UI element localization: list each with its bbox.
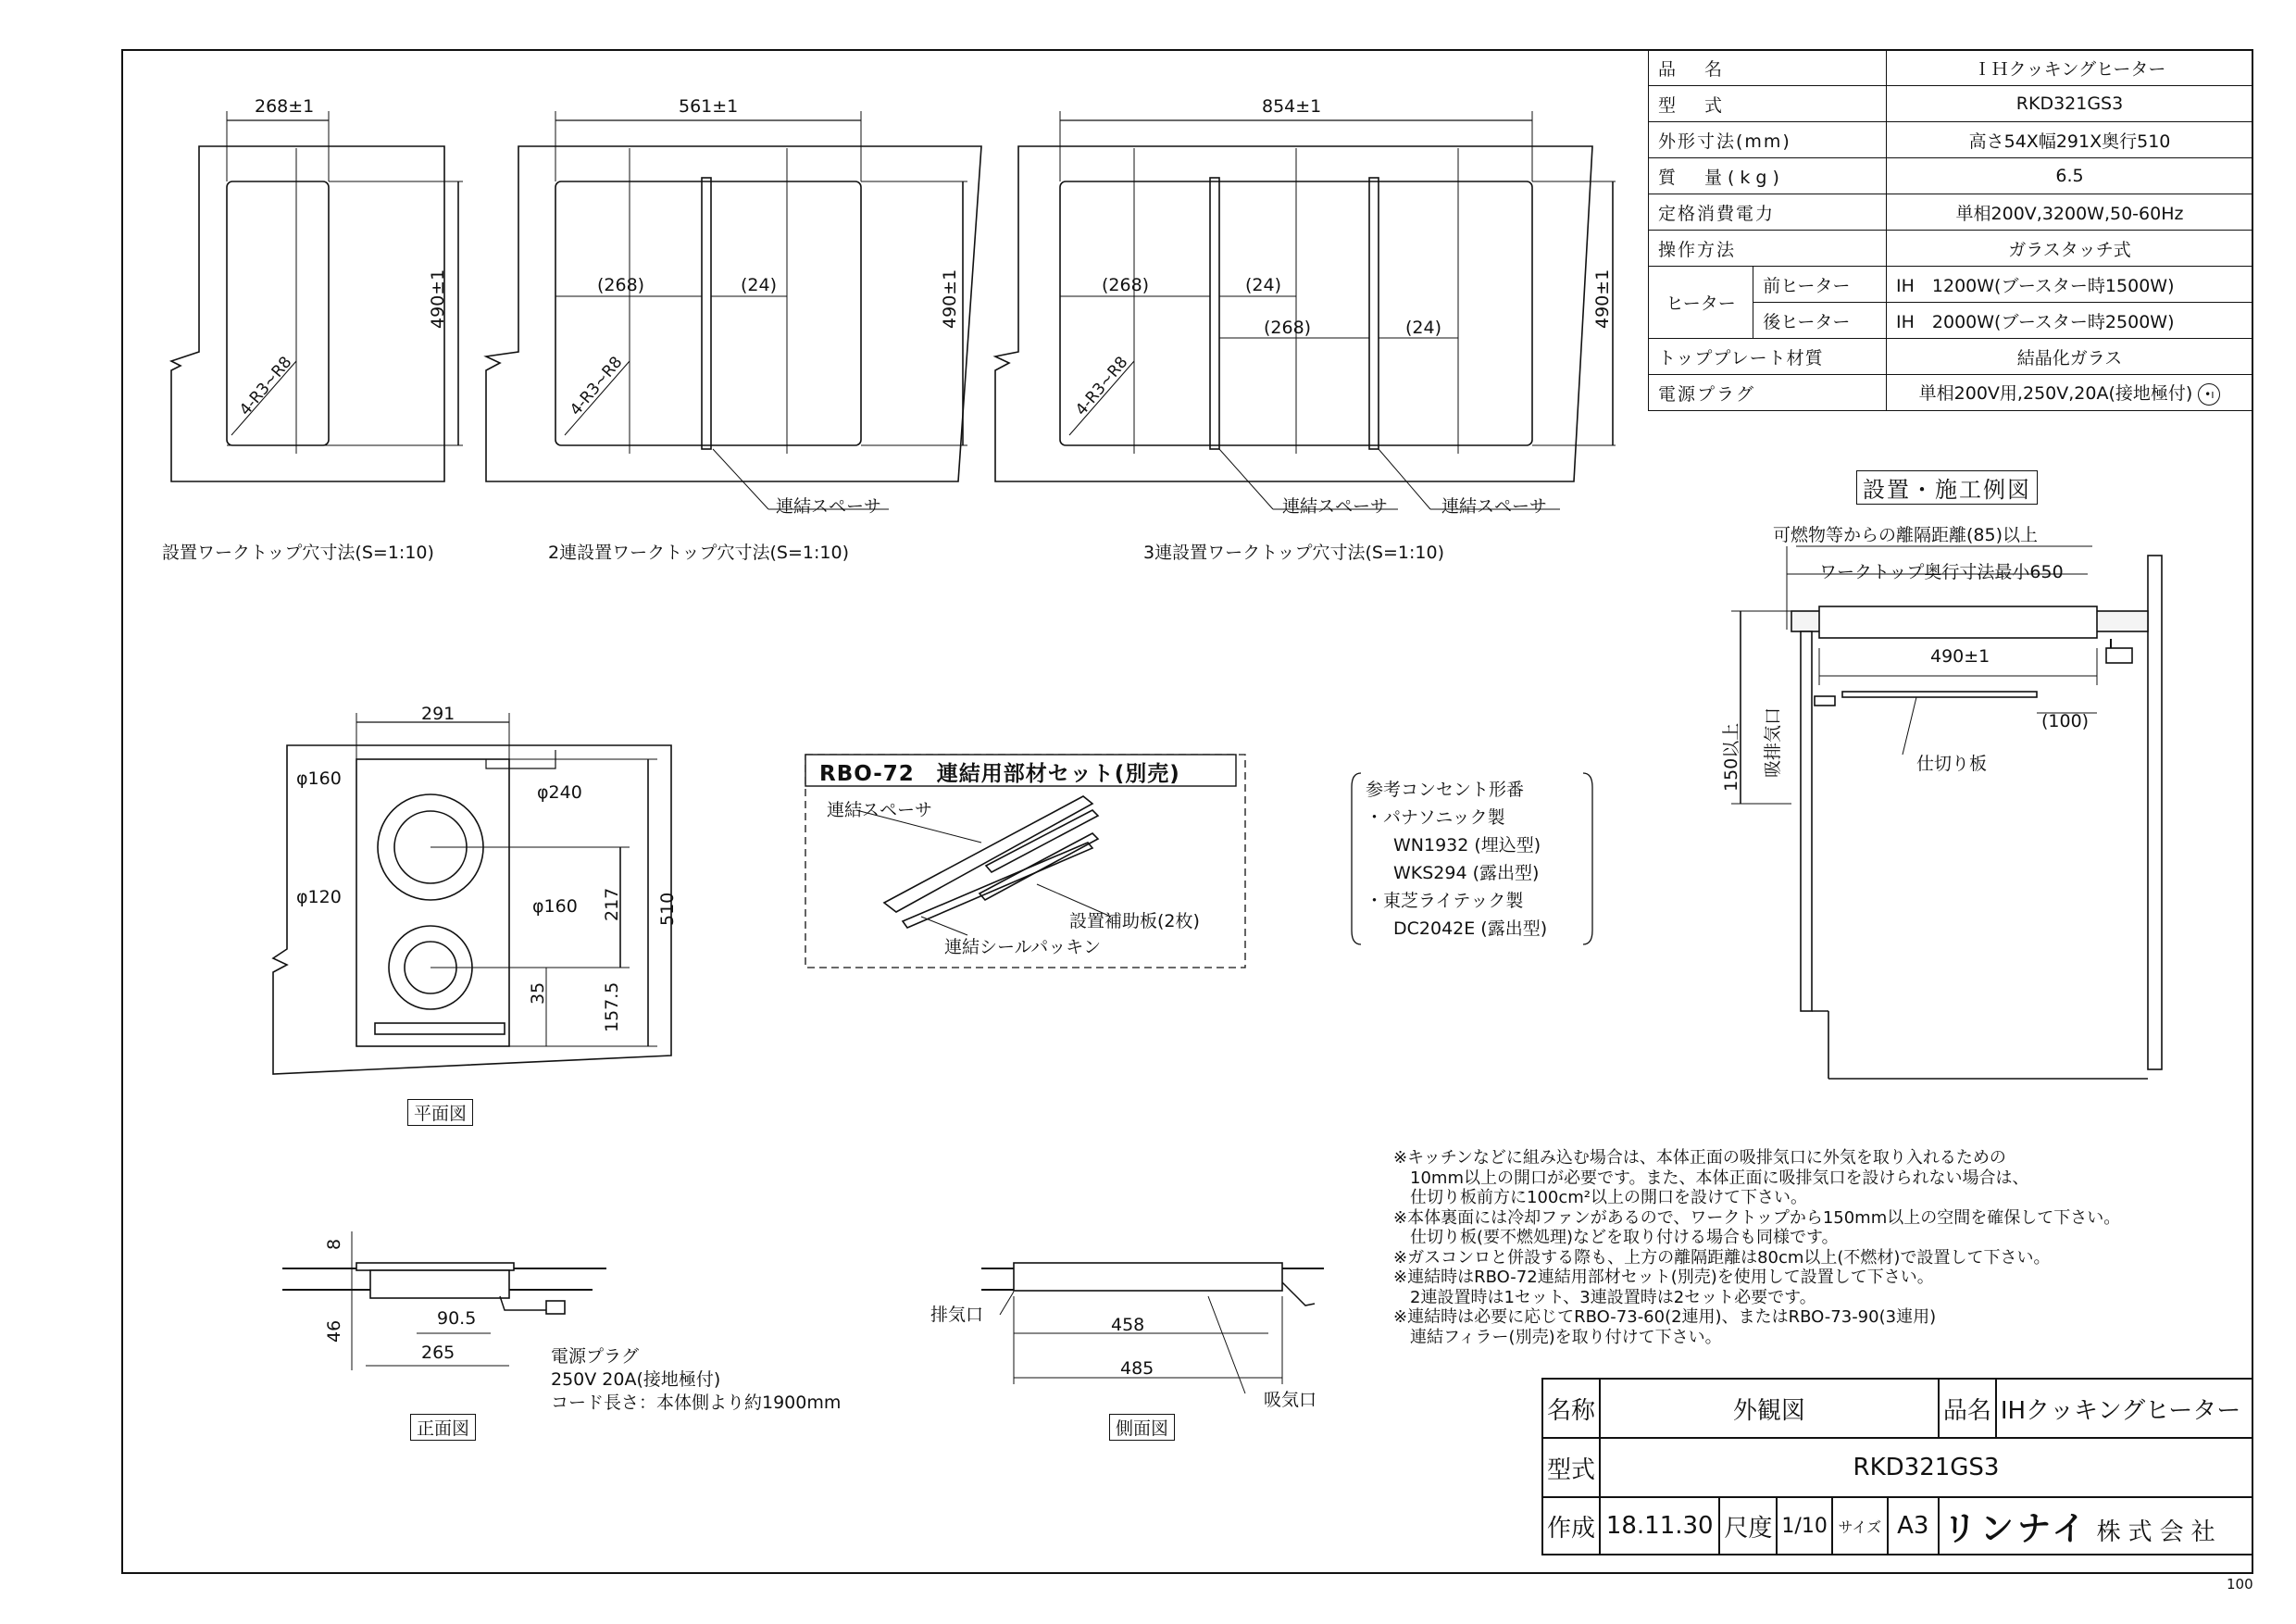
product-value: IHクッキングヒーター	[1996, 1379, 2252, 1438]
outlet-line: WKS294 (露出型)	[1393, 863, 1540, 883]
dim-width: 561±1	[679, 96, 739, 117]
cutout-caption: 設置ワークトップ穴寸法(S=1:10)	[162, 543, 434, 563]
side-exhaust: 排気口	[930, 1305, 984, 1325]
model-label: 型式	[1542, 1438, 1600, 1497]
note-line: 10mm以上の開口が必要です。また、本体正面に吸排気口を設けられない場合は、	[1393, 1168, 2029, 1188]
spec-row: ヒーター 前ヒーター IH 1200W(ブースター時1500W)	[1649, 267, 2253, 303]
grounded-plug-icon: •ı	[2198, 383, 2220, 406]
partition-board	[1842, 692, 2037, 697]
outlet-line: 参考コンセント形番	[1366, 780, 1525, 800]
radius-label: 4-R3~R8	[1072, 353, 1132, 419]
parts-plate: 設置補助板(2枚)	[1069, 911, 1200, 931]
front-d46: 46	[324, 1319, 344, 1343]
spec-row: 電源プラグ 単相200V用,250V,20A(接地極付) •ı	[1649, 375, 2253, 411]
note-line: ※連結時は必要に応じてRBO-73-60(2連用)、またはRBO-73-90(3連用)	[1393, 1307, 1937, 1327]
dim-100: (100)	[2041, 711, 2090, 731]
heater-top	[356, 1263, 514, 1270]
dim-width: 854±1	[1262, 96, 1322, 117]
size-value: A3	[1888, 1497, 1939, 1555]
plug-spec: 単相200V用,250V,20A(接地極付)	[1918, 383, 2193, 405]
cabinet-wall	[1801, 631, 1812, 1011]
size-label: サイズ	[1832, 1497, 1888, 1555]
parts-title: RBO-72 連結用部材セット(別売)	[819, 762, 1180, 786]
worktop-outline	[486, 146, 981, 481]
page-number: 100	[2227, 1576, 2253, 1593]
name-label: 名称	[1542, 1379, 1600, 1438]
outlet-bracket	[1352, 773, 1361, 944]
plan-width: 291	[421, 704, 455, 724]
note-line: ※本体裏面には冷却ファンがあるので、ワークトップから150mm以上の空間を確保して下さい。	[1393, 1207, 2121, 1228]
plan-d120: φ120	[296, 887, 342, 907]
spec-row: トッププレート材質 結晶化ガラス	[1649, 339, 2253, 375]
dim-490: 490±1	[1930, 646, 1990, 667]
plan-d160b: φ160	[532, 896, 578, 917]
heater-body	[1014, 1263, 1282, 1291]
outlet-line: WN1932 (埋込型)	[1393, 835, 1541, 856]
spec-row: 定格消費電力 単相200V,3200W,50-60Hz	[1649, 194, 2253, 231]
scale-value: 1/10	[1777, 1497, 1831, 1555]
worktop-outline	[995, 146, 1592, 481]
parts-packing: 連結シールパッキン	[944, 937, 1102, 957]
date-value: 18.11.30	[1600, 1497, 1719, 1555]
spacer-bar	[1210, 178, 1219, 449]
heater-outline	[356, 759, 509, 1046]
spec-row: 型 式 RKD321GS3	[1649, 86, 2253, 122]
plan-d160a: φ160	[296, 768, 342, 789]
cutout-caption: 2連設置ワークトップ穴寸法(S=1:10)	[548, 543, 849, 563]
plate-part	[980, 833, 1098, 900]
front-plug-spec: 250V 20A(接地極付)	[551, 1369, 721, 1390]
note-line: 連結フィラー(別売)を取り付けて下さい。	[1393, 1327, 1722, 1347]
spacer-label: 連結スペーサ	[1441, 496, 1548, 517]
front-cord: コード長さ：本体側より約1900mm	[551, 1393, 842, 1413]
dim-depth: 490±1	[1592, 269, 1613, 329]
product-label: 品名	[1939, 1379, 1996, 1438]
worktop-outline	[171, 146, 444, 481]
heater-body	[1819, 606, 2097, 638]
spacer-label: 連結スペーサ	[1282, 496, 1389, 517]
front-d265: 265	[421, 1343, 455, 1363]
dim-a: (268)	[597, 275, 645, 295]
dim-b: (24)	[1245, 275, 1282, 295]
dim-width: 268±1	[255, 96, 315, 117]
dim-depth: 490±1	[428, 269, 448, 329]
outlet-line: ・パナソニック製	[1366, 807, 1505, 828]
note-line: 仕切り板(要不燃処理)などを取り付ける場合も同様です。	[1393, 1228, 1839, 1247]
parts-spacer: 連結スペーサ	[827, 800, 933, 820]
dim-a: (268)	[1102, 275, 1150, 295]
spacer-bar	[1369, 178, 1379, 449]
spec-row: 操作方法 ガラスタッチ式	[1649, 231, 2253, 267]
dim-b: (24)	[741, 275, 778, 295]
name-value: 外観図	[1600, 1379, 1939, 1438]
front-d8: 8	[324, 1238, 344, 1250]
made-label: 作成	[1542, 1497, 1600, 1555]
partition-label: 仕切り板	[1916, 754, 1988, 774]
plan-h217: 217	[602, 887, 622, 921]
cutout-caption: 3連設置ワークトップ穴寸法(S=1:10)	[1143, 543, 1444, 563]
notes	[1393, 1148, 2120, 1347]
spec-row: 後ヒーター IH 2000W(ブースター時2500W)	[1649, 303, 2253, 339]
min-150-label: 150以上	[1721, 722, 1741, 792]
spacer-label: 連結スペーサ	[776, 496, 882, 517]
side-intake: 吸気口	[1264, 1390, 1317, 1410]
spacer-bar	[702, 178, 711, 449]
note-line: ※連結時はRBO-72連結用部材セット(別売)を使用して設置して下さい。	[1393, 1268, 1934, 1287]
cutout-single	[171, 111, 463, 481]
plan-caption: 平面図	[407, 1099, 473, 1126]
side-d485: 485	[1120, 1358, 1154, 1379]
install-title: 設置・施工例図	[1856, 470, 2038, 505]
outlet-line: ・東芝ライテック製	[1366, 891, 1524, 911]
cutout-triple	[995, 111, 1616, 509]
note-line: 仕切り板前方に100cm²以上の開口を設けて下さい。	[1393, 1188, 1808, 1207]
touch-panel	[375, 1023, 505, 1034]
plan-h510: 510	[657, 892, 678, 926]
cutout-double	[486, 111, 981, 509]
front-plug: 電源プラグ	[551, 1346, 640, 1367]
side-d458: 458	[1111, 1315, 1145, 1335]
plate-part	[986, 810, 1098, 872]
outlet-line: DC2042E (露出型)	[1393, 918, 1548, 939]
note-line: 2連設置時は1セット、3連設置時は2セット必要です。	[1393, 1287, 1816, 1307]
front-d90: 90.5	[437, 1308, 477, 1329]
radius-label: 4-R3~R8	[236, 353, 296, 419]
spec-row: 質 量(kg) 6.5	[1649, 158, 2253, 194]
dim-c: (268)	[1264, 318, 1312, 338]
install-example	[1731, 546, 2162, 1079]
radius-label: 4-R3~R8	[567, 353, 627, 419]
spec-row: 品 名 ＩＨクッキングヒーター	[1649, 50, 2253, 86]
worktop-label: ワークトップ奥行寸法最小650	[1819, 562, 2064, 582]
model-value: RKD321GS3	[1600, 1438, 2252, 1497]
company-suffix: 株式会社	[2096, 1518, 2223, 1546]
dim-depth: 490±1	[940, 269, 960, 329]
company-logo: リンナイ	[1942, 1509, 2090, 1548]
dim-d: (24)	[1405, 318, 1442, 338]
clearance-label: 可燃物等からの離隔距離(85)以上	[1773, 525, 2039, 545]
scale-label: 尺度	[1719, 1497, 1777, 1555]
spec-row: 外形寸法(mm) 高さ54X幅291X奥行510	[1649, 122, 2253, 158]
wall	[2148, 556, 2162, 1069]
vent-label: 吸排気口	[1763, 706, 1783, 778]
cord-icon	[1282, 1282, 1315, 1305]
title-block	[1541, 1378, 2253, 1555]
note-line: ※ガスコンロと併設する際も、上方の離隔距離は80cm以上(不燃材)で設置して下さい。	[1393, 1247, 2051, 1268]
front-caption: 正面図	[410, 1414, 476, 1441]
side-caption: 側面図	[1109, 1414, 1175, 1441]
outlet-reference	[1366, 776, 1547, 943]
heater-body	[370, 1270, 509, 1298]
note-line: ※キッチンなどに組み込む場合は、本体正面の吸排気口に外気を取り入れるための	[1393, 1148, 2006, 1168]
cutout-rect	[555, 181, 861, 445]
plan-h157: 157.5	[602, 981, 622, 1032]
plan-h35: 35	[528, 981, 548, 1005]
plan-d240: φ240	[537, 782, 582, 803]
